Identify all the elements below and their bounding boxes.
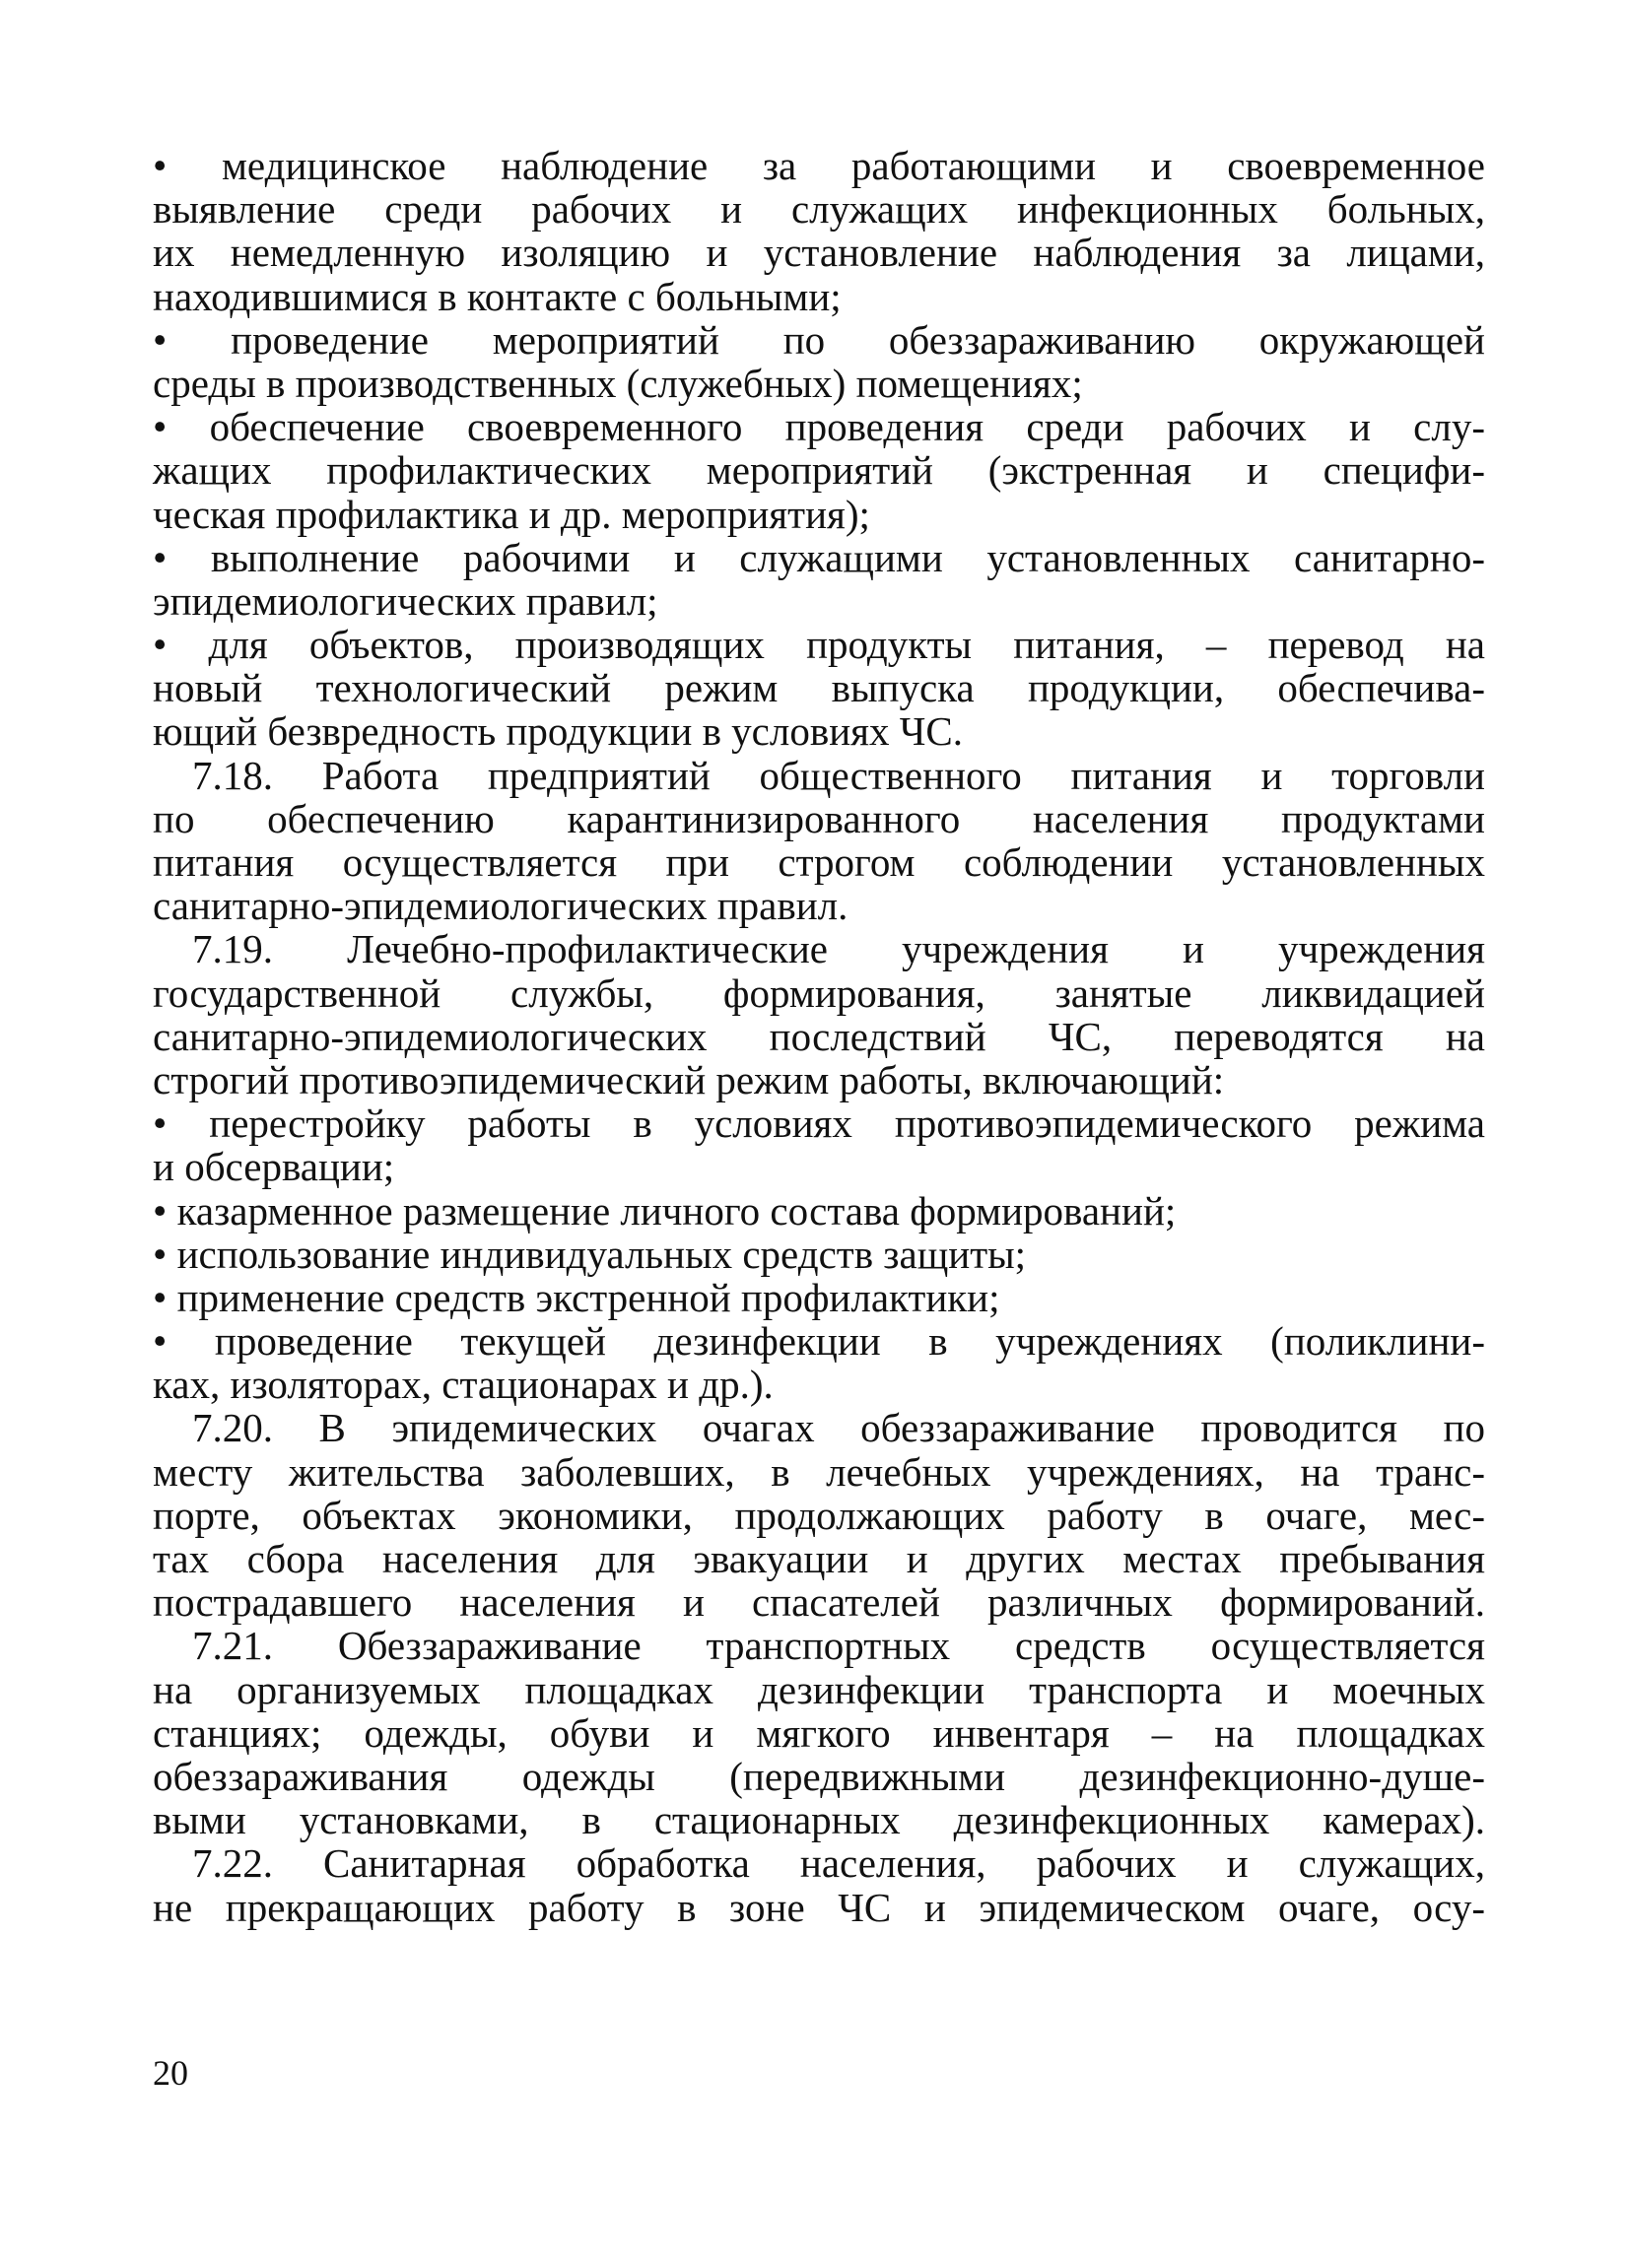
text-line: государственной службы, формирования, занятые ликвидацией — [153, 969, 1485, 1016]
text-line: станциях; одежды, обуви и мягкого инвентаря – на площадках — [153, 1709, 1485, 1756]
text-line: ках, изоляторах, стационарах и др.). — [153, 1362, 774, 1408]
text-line: строгий противоэпидемический режим работы, включающий: — [153, 1056, 1225, 1102]
text-line: 7.18. Работа предприятий общественного питания и торговли — [192, 752, 1485, 798]
text-line: не прекращающих работу в зоне ЧС и эпидемическом очаге, осу- — [153, 1884, 1485, 1930]
text-line: эпидемиологических правил; — [153, 577, 658, 624]
text-line: находившимися в контакте с больными; — [153, 273, 842, 319]
text-line: 7.22. Санитарная обработка населения, рабочих и служащих, — [192, 1840, 1485, 1887]
text-line: и обсервации; — [153, 1144, 395, 1190]
text-line: тах сбора населения для эвакуации и других местах пребывания — [153, 1536, 1485, 1581]
text-line: • медицинское наблюдение за работающими и своевременное — [153, 143, 1485, 188]
page-number: 20 — [153, 2053, 188, 2093]
text-line: • проведение текущей дезинфекции в учреждениях (поликлини- — [153, 1318, 1485, 1365]
text-line: новый технологический режим выпуска продукции, обеспечива- — [153, 665, 1485, 711]
text-line: 7.19. Лечебно-профилактические учреждения и учреждения — [192, 926, 1485, 972]
text-line: жащих профилактических мероприятий (экстренная и специфи- — [153, 447, 1485, 494]
text-line: по обеспечению карантинизированного населения продуктами — [153, 795, 1485, 841]
text-line: среды в производственных (служебных) помещениях; — [153, 360, 1083, 406]
text-line: порте, объектах экономики, продолжающих работу в очаге, мес- — [153, 1492, 1485, 1538]
text-line: • выполнение рабочими и служащими установленных санитарно- — [153, 534, 1485, 580]
text-line: ющий безвредность продукции в условиях ЧС. — [153, 708, 963, 755]
text-line: пострадавшего населения и спасателей различных формирований. — [153, 1579, 1485, 1626]
text-line: • перестройку работы в условиях противоэпидемического режима — [153, 1101, 1485, 1147]
text-line: выми установками, в стационарных дезинфекционных камерах). — [153, 1797, 1485, 1843]
text-line: месту жительства заболевших, в лечебных учреждениях, на транс- — [153, 1448, 1485, 1495]
text-line: • применение средств экстренной профилактики; — [153, 1274, 1000, 1320]
text-line: обеззараживания одежды (передвижными дезинфекционно-душе- — [153, 1753, 1485, 1799]
text-line: • проведение мероприятий по обеззараживанию окружающей — [153, 316, 1485, 363]
text-line: 7.21. Обеззараживание транспортных средств осуществляется — [192, 1623, 1485, 1669]
text-line: ческая профилактика и др. мероприятия); — [153, 491, 870, 537]
body-text — [153, 144, 1485, 1929]
text-line: • казарменное размещение личного состава формирований; — [153, 1187, 1177, 1234]
text-line: выявление среди рабочих и служащих инфекционных больных, — [153, 186, 1485, 233]
text-line: санитарно-эпидемиологических правил. — [153, 883, 848, 929]
text-line: • обеспечение своевременного проведения среди рабочих и слу- — [153, 404, 1485, 450]
text-line: санитарно-эпидемиологических последствий ЧС, переводятся на — [153, 1013, 1485, 1059]
text-line: • использование индивидуальных средств защиты; — [153, 1231, 1027, 1277]
text-line: их немедленную изоляцию и установление наблюдения за лицами, — [153, 230, 1485, 276]
text-line: питания осуществляется при строгом соблюдении установленных — [153, 839, 1485, 885]
text-line: на организуемых площадках дезинфекции транспорта и моечных — [153, 1666, 1485, 1712]
text-line: 7.20. В эпидемических очагах обеззараживание проводится по — [192, 1405, 1485, 1451]
text-line: • для объектов, производящих продукты питания, – перевод на — [153, 622, 1485, 668]
